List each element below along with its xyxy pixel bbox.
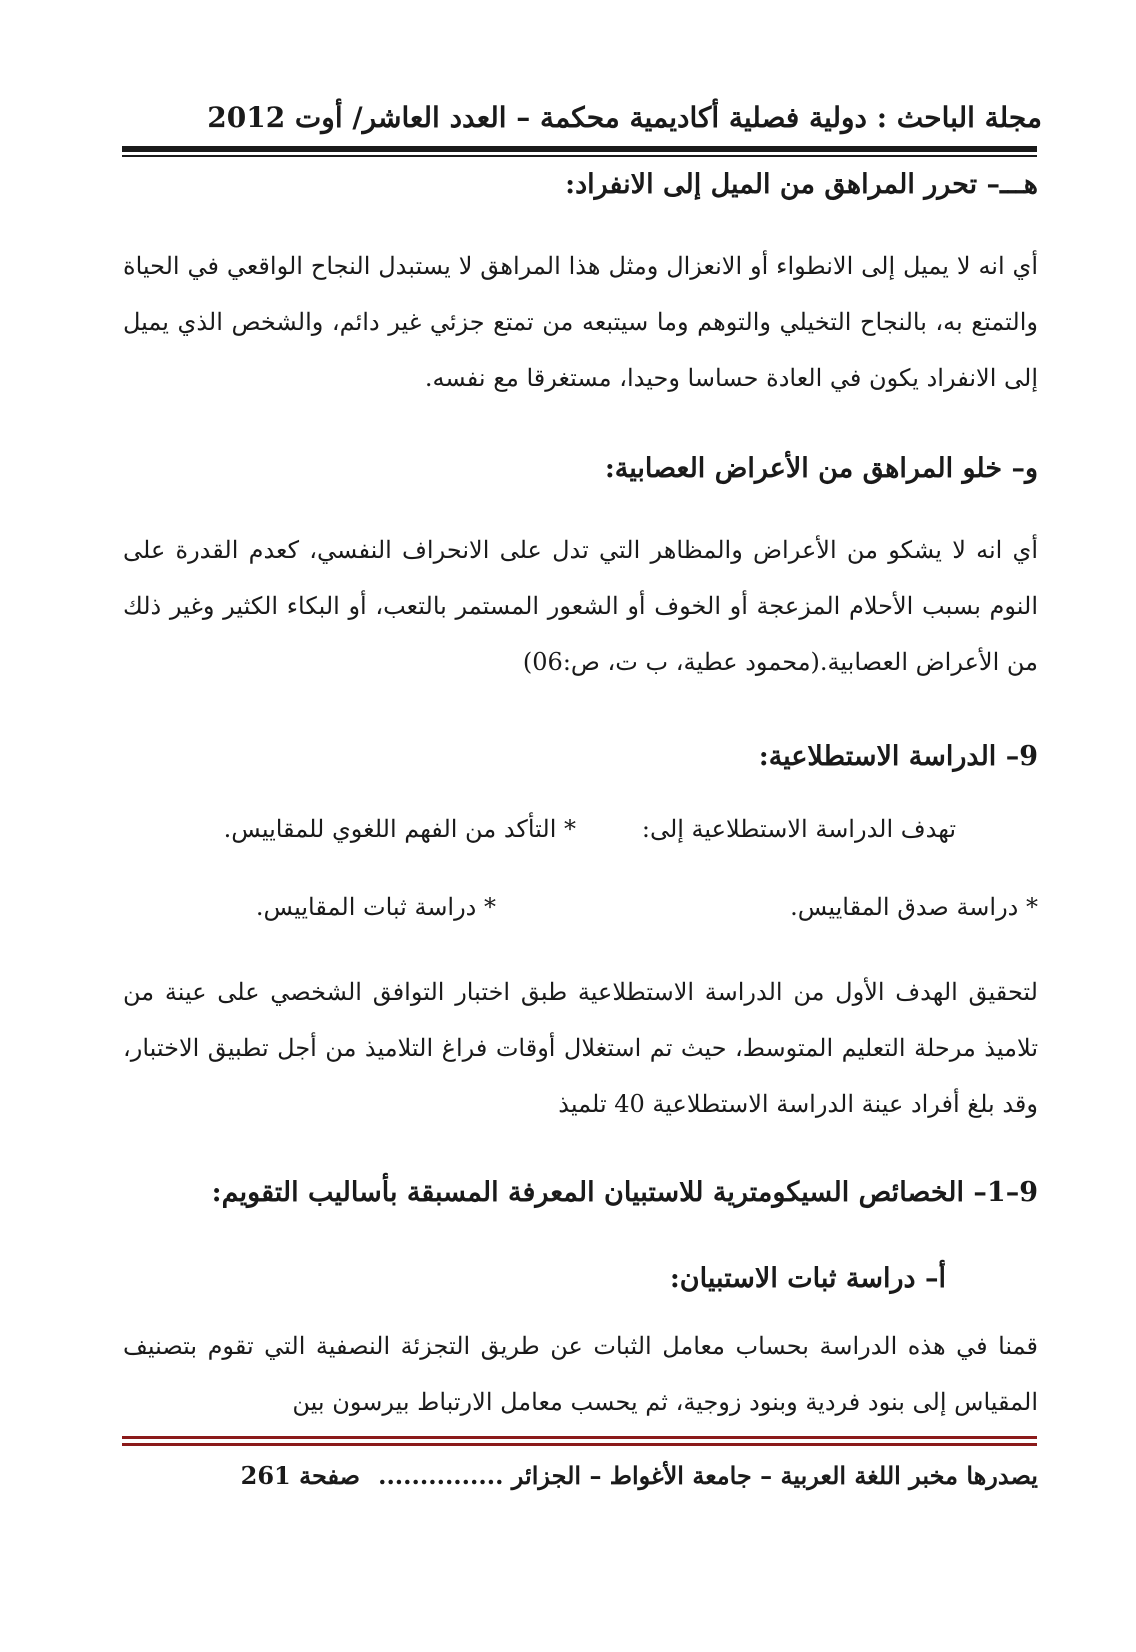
objective-linguistic-understanding: * التأكد من الفهم اللغوي للمقاييس. [223, 815, 576, 843]
footer-publisher: يصدرها مخبر اللغة العربية – جامعة الأغواط – الجزائر ............... [378, 1461, 1038, 1490]
section-heading-w: و– خلو المراهق من الأعراض العصابية: [604, 453, 1038, 484]
objective-reliability: * دراسة ثبات المقاييس. [255, 893, 496, 921]
objectives-intro: تهدف الدراسة الاستطلاعية إلى: [641, 815, 956, 843]
footer-rule-top [122, 1436, 1037, 1439]
section-9-paragraph: لتحقيق الهدف الأول من الدراسة الاستطلاعية طبق اختبار التوافق الشخصي على عينة من تلاميذ مرحلة التعليم المتوسط، حيث تم استغلال أوقات فراغ التلاميذ من أجل تطبيق الاختبار، وقد بلغ أفراد عينة الدراسة الاستطلاعية 40 تلميذ [123, 978, 1038, 1118]
footer-rule-bottom [122, 1443, 1037, 1446]
objective-validity: * دراسة صدق المقاييس. [790, 893, 1038, 921]
journal-header-title: مجلة الباحث : دولية فصلية أكاديمية محكمة – العدد العاشر/ أوت 2012 [207, 101, 1042, 134]
section-w-paragraph: أي انه لا يشكو من الأعراض والمظاهر التي تدل على الانحراف النفسي، كعدم القدرة على النوم بسبب الأحلام المزعجة أو الخوف أو الشعور المستمر بالتعب، أو البكاء الكثير وغير ذلك من الأعراض العصابية.(محمود عطية، ب ت، ص:06) [123, 536, 1038, 676]
section-h-paragraph: أي انه لا يميل إلى الانطواء أو الانعزال ومثل هذا المراهق لا يستبدل النجاح الواقعي في الحياة والتمتع به، بالنجاح التخيلي والتوهم وما سيتبعه من تمتع جزئي غير دائم، والشخص الذي يميل إلى الانفراد يكون في العادة حساسا وحيدا، مستغرقا مع نفسه. [123, 252, 1038, 392]
header-rule-thick [122, 146, 1037, 152]
section-heading-h: هـــ– تحرر المراهق من الميل إلى الانفراد: [565, 169, 1038, 200]
footer-page-number: صفحة 261 [240, 1461, 360, 1490]
section-heading-9: 9– الدراسة الاستطلاعية: [758, 741, 1038, 772]
section-a-paragraph: قمنا في هذه الدراسة بحساب معامل الثبات عن طريق التجزئة النصفية التي تقوم بتصنيف المقياس إلى بنود فردية وبنود زوجية، ثم يحسب معامل الارتباط بيرسون بين [123, 1332, 1038, 1416]
section-heading-a: أ– دراسة ثبات الاستبيان: [669, 1263, 946, 1294]
section-heading-9-1: 9–1– الخصائص السيكومترية للاستبيان المعرفة المسبقة بأساليب التقويم: [211, 1177, 1038, 1208]
header-rule-thin [122, 155, 1037, 157]
